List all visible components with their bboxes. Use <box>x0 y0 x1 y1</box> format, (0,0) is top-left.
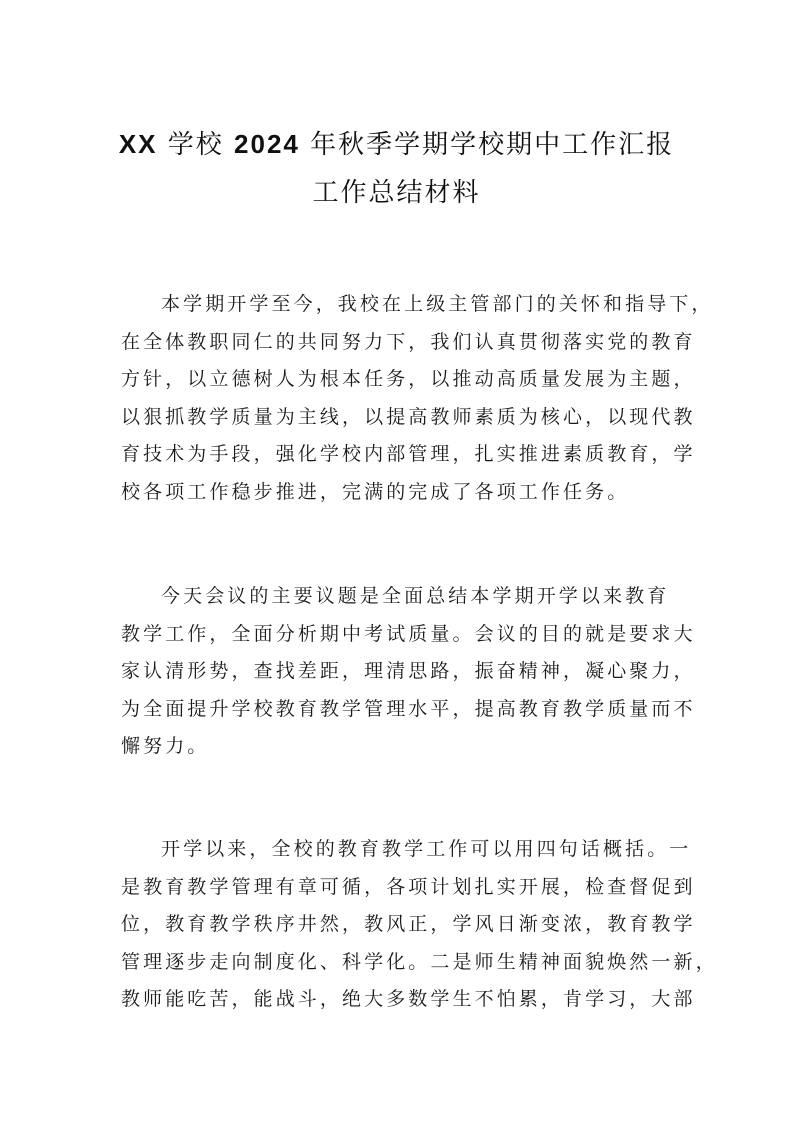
paragraph-1 <box>121 286 714 512</box>
paragraph-line: 今天会议的主要议题是全面总结本学期开学以来教育 <box>161 585 670 607</box>
paragraph-line: 方针，以立德树人为根本任务，以推动高质量发展为主题， <box>121 368 696 391</box>
paragraph-line: 教学工作，全面分析期中考试质量。会议的目的就是要求大 <box>121 622 696 645</box>
paragraph-line: 懈努力。 <box>121 735 210 758</box>
paragraph-line: 是教育教学管理有章可循，各项计划扎实开展，检查督促到 <box>121 875 696 898</box>
paragraph-line: 以狠抓教学质量为主线，以提高教师素质为核心，以现代教 <box>121 405 696 428</box>
paragraph-line: 开学以来，全校的教育教学工作可以用四句话概括。一 <box>161 838 692 860</box>
paragraph-line: 位，教育教学秩序井然，教风正，学风日渐变浓，教育教学 <box>121 913 696 936</box>
paragraph-3 <box>121 831 718 1019</box>
paragraph-2 <box>121 578 696 766</box>
paragraph-line: 育技术为手段，强化学校内部管理，扎实推进素质教育，学 <box>121 443 696 466</box>
title-year: 2024 <box>234 129 300 159</box>
paragraph-line: 教师能吃苦，能战斗，绝大多数学生不怕累，肯学习，大部 <box>121 988 696 1011</box>
document-title-line-2: 工作总结材料 <box>312 178 481 208</box>
title-rest: 年秋季学期学校期中工作汇报 <box>299 130 675 160</box>
paragraph-line: 在全体教职同仁的共同努力下，我们认真贯彻落实党的教育 <box>121 330 696 353</box>
paragraph-line: 本学期开学至今，我校在上级主管部门的关怀和指导下， <box>161 293 714 315</box>
document-title-line-1 <box>0 124 793 161</box>
paragraph-line: 为全面提升学校教育教学管理水平，提高教育教学质量而不 <box>121 697 696 720</box>
paragraph-line: 家认清形势，查找差距，理清思路，振奋精神，凝心聚力， <box>121 660 696 683</box>
paragraph-line: 管理逐步走向制度化、科学化。二是师生精神面貌焕然一新， <box>121 950 718 973</box>
title-school: 学校 <box>157 130 235 160</box>
title-prefix: XX <box>118 129 158 159</box>
paragraph-line: 校各项工作稳步推进，完满的完成了各项工作任务。 <box>121 480 630 503</box>
